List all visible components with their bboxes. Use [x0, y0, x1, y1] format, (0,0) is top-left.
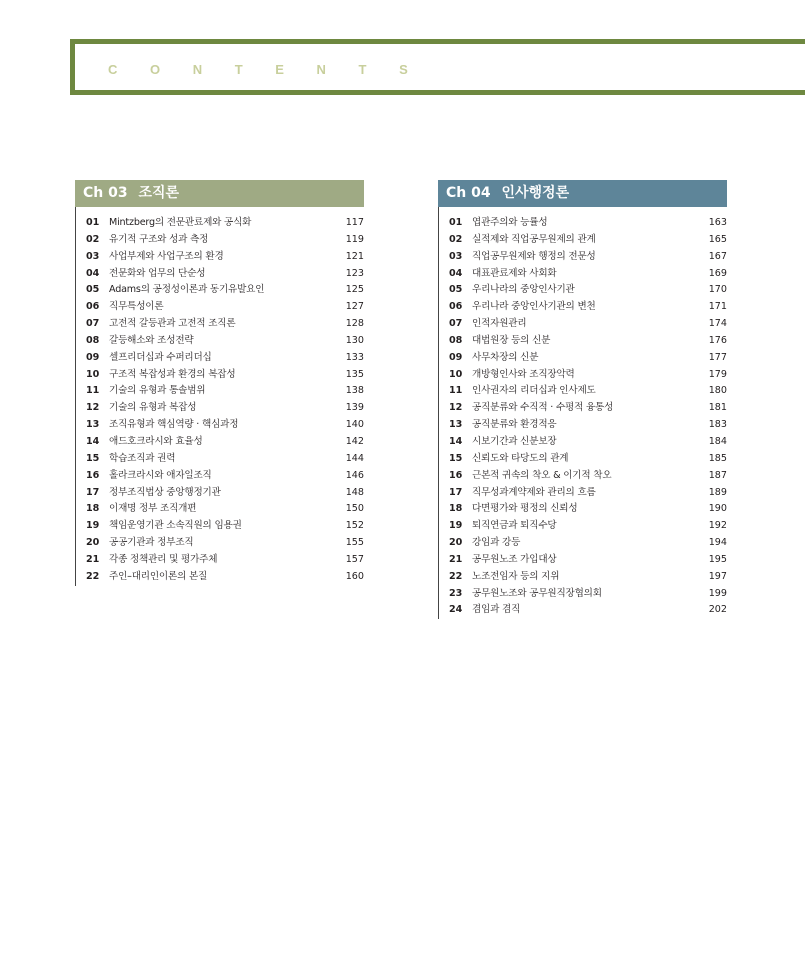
entry-title: 우리나라의 중앙인사기관	[472, 284, 575, 296]
chapter-header	[75, 180, 364, 207]
entry-number: 14	[449, 435, 463, 447]
entry-number: 19	[86, 520, 100, 532]
entry-number: 22	[86, 570, 100, 582]
entry-title: 퇴직연금과 퇴직수당	[472, 520, 557, 532]
entry-page: 142	[345, 435, 364, 447]
entry-page: 202	[708, 604, 727, 616]
entry-title: 사업부제와 사업구조의 환경	[109, 250, 224, 262]
entry-number: 15	[86, 452, 100, 464]
entry-title: 전문화와 업무의 단순성	[109, 267, 206, 279]
entry-number: 22	[449, 570, 463, 582]
entry-title: 정부조직법상 중앙행정기관	[109, 486, 221, 498]
entry-title: Mintzberg의 전문관료제와 공식화	[109, 217, 252, 228]
chapter-04-section	[438, 180, 727, 619]
toc-entry[interactable]	[76, 468, 364, 485]
toc-entry[interactable]	[439, 249, 727, 266]
toc-entry[interactable]	[76, 501, 364, 518]
entry-page: 144	[345, 452, 364, 464]
entry-number: 17	[449, 486, 463, 498]
entry-page: 119	[345, 233, 364, 245]
contents-label: C O N T E N T S	[108, 62, 423, 77]
entry-number: 05	[86, 284, 100, 296]
chapter-title: 조직론	[138, 185, 180, 201]
toc-entry[interactable]	[439, 569, 727, 586]
entry-page: 197	[708, 570, 727, 582]
entry-number: 13	[449, 419, 463, 431]
entry-page: 199	[708, 587, 727, 599]
entry-page: 180	[708, 385, 727, 397]
entry-title: 인적자원관리	[472, 318, 527, 330]
toc-entry[interactable]	[439, 602, 727, 619]
entry-title: 다면평가와 평정의 신뢰성	[472, 503, 578, 515]
entry-title: 홀라크라시와 애자일조직	[109, 469, 212, 481]
toc-entry[interactable]	[76, 299, 364, 316]
toc-entry[interactable]	[76, 383, 364, 400]
entry-title: 근본적 귀속의 착오 & 이기적 착오	[472, 469, 612, 481]
entry-number: 18	[86, 503, 100, 515]
toc-entry[interactable]	[76, 282, 364, 299]
toc-entry[interactable]	[76, 232, 364, 249]
entry-title: 공직분류와 수직적 · 수평적 융통성	[472, 402, 614, 414]
entry-page: 179	[708, 368, 727, 380]
entry-title: 공무원노조와 공무원직장협의회	[472, 587, 602, 599]
chapter-entry-list	[75, 207, 364, 586]
entry-title: 개방형인사와 조직장악력	[472, 368, 575, 380]
entry-page: 189	[708, 486, 727, 498]
entry-page: 187	[708, 469, 727, 481]
entry-title: 겸임과 겸직	[472, 604, 521, 616]
entry-number: 11	[449, 385, 463, 397]
entry-page: 130	[345, 334, 364, 346]
entry-page: 157	[345, 553, 364, 565]
entry-number: 21	[86, 553, 100, 565]
entry-title: 주인–대리인이론의 본질	[109, 570, 208, 582]
entry-page: 128	[345, 318, 364, 330]
toc-entry[interactable]	[76, 316, 364, 333]
toc-entry[interactable]	[439, 485, 727, 502]
entry-number: 17	[86, 486, 100, 498]
entry-page: 190	[708, 503, 727, 515]
toc-entry[interactable]	[76, 485, 364, 502]
entry-title: 기술의 유형과 통솔범위	[109, 385, 206, 397]
entry-title: 노조전임자 등의 지위	[472, 570, 560, 582]
toc-entry[interactable]	[439, 350, 727, 367]
toc-entry[interactable]	[76, 518, 364, 535]
entry-page: 133	[345, 351, 364, 363]
chapter-entry-list	[438, 207, 727, 619]
toc-entry[interactable]	[439, 417, 727, 434]
chapter-number: Ch 03	[83, 185, 128, 201]
entry-number: 04	[449, 267, 463, 279]
entry-title: 공공기관과 정부조직	[109, 537, 194, 549]
entry-title: 신뢰도와 타당도의 관계	[472, 452, 569, 464]
entry-number: 01	[86, 217, 100, 228]
toc-entry[interactable]	[76, 552, 364, 569]
entry-page: 140	[345, 419, 364, 431]
entry-page: 171	[708, 301, 727, 313]
entry-title: 기술의 유형과 복잡성	[109, 402, 197, 414]
entry-number: 02	[449, 233, 463, 245]
entry-number: 03	[86, 250, 100, 262]
toc-entry[interactable]	[439, 367, 727, 384]
entry-page: 139	[345, 402, 364, 414]
entry-title: 우리나라 중앙인사기관의 변천	[472, 301, 596, 313]
toc-entry[interactable]	[76, 434, 364, 451]
toc-entry[interactable]	[439, 232, 727, 249]
toc-entry[interactable]	[439, 586, 727, 603]
chapter-title: 인사행정론	[501, 185, 570, 201]
entry-title: 엽관주의와 능률성	[472, 217, 548, 228]
entry-page: 176	[708, 334, 727, 346]
entry-number: 10	[449, 368, 463, 380]
entry-page: 185	[708, 452, 727, 464]
entry-page: 183	[708, 419, 727, 431]
entry-title: 조직유형과 핵심역량 · 핵심과정	[109, 419, 239, 431]
toc-entry[interactable]	[76, 417, 364, 434]
entry-title: 대법원장 등의 신분	[472, 334, 551, 346]
entry-page: 138	[345, 385, 364, 397]
toc-entry[interactable]	[76, 569, 364, 586]
entry-page: 194	[708, 537, 727, 549]
entry-number: 08	[449, 334, 463, 346]
entry-page: 117	[345, 217, 364, 228]
toc-entry[interactable]	[439, 501, 727, 518]
toc-entry[interactable]	[439, 333, 727, 350]
toc-entry[interactable]	[439, 400, 727, 417]
entry-title: 공직분류와 환경적응	[472, 419, 557, 431]
entry-title: 인사권자의 리더십과 인사제도	[472, 385, 596, 397]
entry-title: 구조적 복잡성과 환경의 복잡성	[109, 368, 236, 380]
entry-title: 학습조직과 권력	[109, 452, 176, 464]
toc-entry[interactable]	[439, 451, 727, 468]
entry-page: 127	[345, 301, 364, 313]
entry-number: 23	[449, 587, 463, 599]
entry-page: 155	[345, 537, 364, 549]
entry-number: 20	[86, 537, 100, 549]
entry-number: 06	[86, 301, 100, 313]
chapter-03-section	[75, 180, 364, 586]
entry-page: 170	[708, 284, 727, 296]
toc-entry[interactable]	[76, 215, 364, 232]
toc-entry[interactable]	[76, 266, 364, 283]
entry-page: 195	[708, 553, 727, 565]
entry-number: 16	[449, 469, 463, 481]
entry-title: 사무차장의 신분	[472, 351, 539, 363]
entry-number: 04	[86, 267, 100, 279]
entry-number: 12	[449, 402, 463, 414]
entry-page: 148	[345, 486, 364, 498]
entry-number: 15	[449, 452, 463, 464]
entry-page: 165	[708, 233, 727, 245]
entry-title: 셀프리더십과 수퍼리더십	[109, 351, 212, 363]
entry-number: 21	[449, 553, 463, 565]
entry-number: 05	[449, 284, 463, 296]
entry-page: 123	[345, 267, 364, 279]
entry-title: 대표관료제와 사회화	[472, 267, 557, 279]
entry-title: 공무원노조 가입대상	[472, 553, 557, 565]
entry-number: 07	[86, 318, 100, 330]
entry-number: 02	[86, 233, 100, 245]
toc-entry[interactable]	[76, 400, 364, 417]
entry-number: 11	[86, 385, 100, 397]
entry-page: 169	[708, 267, 727, 279]
entry-number: 07	[449, 318, 463, 330]
toc-entry[interactable]	[76, 249, 364, 266]
entry-title: 직업공무원제와 행정의 전문성	[472, 250, 596, 262]
entry-page: 135	[345, 368, 364, 380]
toc-entry[interactable]	[439, 215, 727, 232]
entry-page: 184	[708, 435, 727, 447]
toc-entry[interactable]	[439, 266, 727, 283]
toc-entry[interactable]	[76, 535, 364, 552]
entry-number: 01	[449, 217, 463, 228]
entry-page: 160	[345, 570, 364, 582]
entry-number: 09	[449, 351, 463, 363]
entry-title: 각종 정책관리 및 평가주체	[109, 553, 218, 565]
toc-entry[interactable]	[439, 299, 727, 316]
entry-page: 146	[345, 469, 364, 481]
chapter-header	[438, 180, 727, 207]
entry-title: 강임과 강등	[472, 537, 521, 549]
entry-page: 192	[708, 520, 727, 532]
entry-number: 06	[449, 301, 463, 313]
entry-page: 125	[345, 284, 364, 296]
entry-number: 09	[86, 351, 100, 363]
toc-entry[interactable]	[76, 333, 364, 350]
entry-number: 14	[86, 435, 100, 447]
entry-number: 20	[449, 537, 463, 549]
entry-page: 121	[345, 250, 364, 262]
toc-entry[interactable]	[439, 468, 727, 485]
entry-number: 16	[86, 469, 100, 481]
entry-title: 직무성과계약제와 관리의 흐름	[472, 486, 596, 498]
entry-title: 갈등해소와 조성전략	[109, 334, 194, 346]
toc-entry[interactable]	[439, 518, 727, 535]
entry-title: 책임운영기관 소속직원의 임용권	[109, 520, 242, 532]
entry-number: 18	[449, 503, 463, 515]
entry-page: 167	[708, 250, 727, 262]
toc-entry[interactable]	[439, 535, 727, 552]
toc-entry[interactable]	[439, 434, 727, 451]
entry-title: 애드호크라시와 효율성	[109, 435, 203, 447]
entry-number: 08	[86, 334, 100, 346]
entry-title: 유기적 구조와 성과 측정	[109, 233, 209, 245]
entry-page: 174	[708, 318, 727, 330]
entry-page: 152	[345, 520, 364, 532]
toc-entry[interactable]	[439, 316, 727, 333]
toc-entry[interactable]	[76, 350, 364, 367]
entry-page: 177	[708, 351, 727, 363]
toc-entry[interactable]	[439, 383, 727, 400]
entry-page: 181	[708, 402, 727, 414]
contents-header-box	[70, 39, 805, 95]
entry-number: 12	[86, 402, 100, 414]
entry-title: 이재명 정부 조직개편	[109, 503, 197, 515]
entry-title: 실적제와 직업공무원제의 관계	[472, 233, 596, 245]
entry-number: 10	[86, 368, 100, 380]
entry-number: 19	[449, 520, 463, 532]
toc-entry[interactable]	[76, 367, 364, 384]
entry-page: 150	[345, 503, 364, 515]
toc-entry[interactable]	[76, 451, 364, 468]
entry-number: 03	[449, 250, 463, 262]
chapter-number: Ch 04	[446, 185, 491, 201]
entry-title: 고전적 갈등관과 고전적 조직론	[109, 318, 236, 330]
entry-title: Adams의 공정성이론과 동기유발요인	[109, 284, 265, 296]
toc-entry[interactable]	[439, 552, 727, 569]
toc-entry[interactable]	[439, 282, 727, 299]
entry-title: 시보기간과 신분보장	[472, 435, 557, 447]
entry-page: 163	[708, 217, 727, 228]
entry-number: 13	[86, 419, 100, 431]
entry-title: 직무특성이론	[109, 301, 164, 313]
entry-number: 24	[449, 604, 463, 616]
